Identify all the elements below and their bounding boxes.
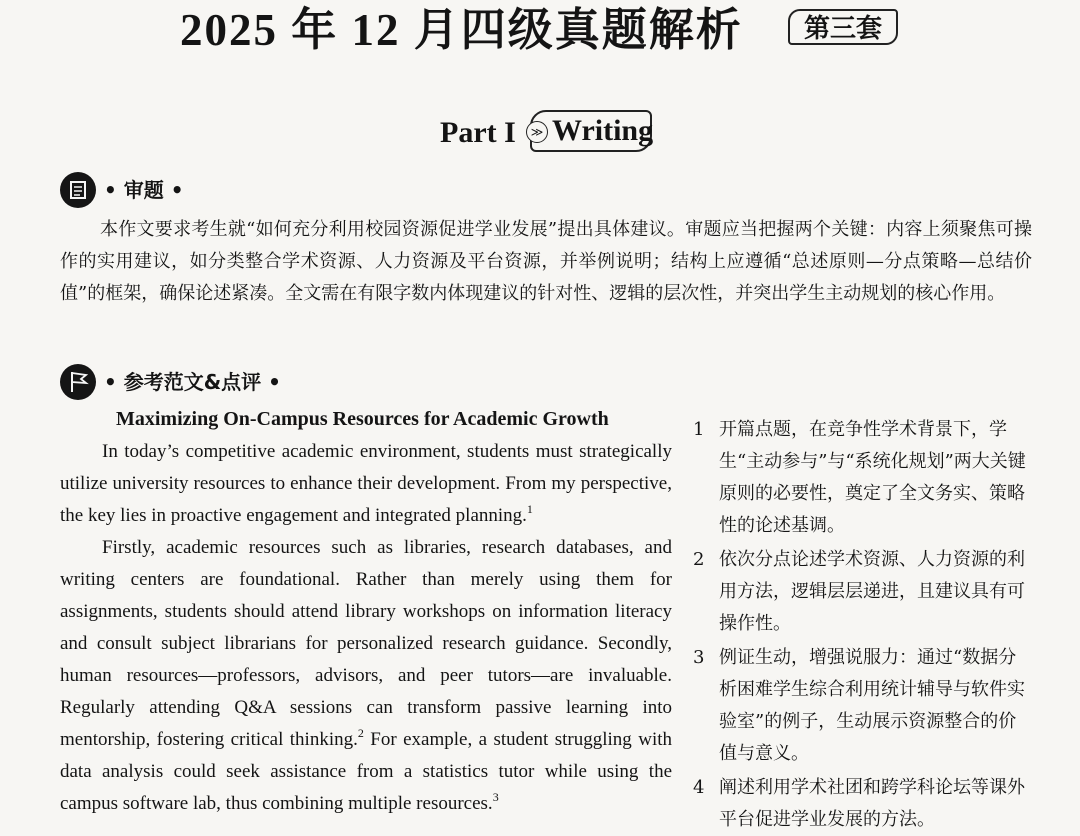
part-name: Writing bbox=[552, 114, 654, 147]
commentary-note bbox=[693, 642, 1033, 770]
part-heading: Part I bbox=[440, 116, 516, 149]
section-heading: • 审题 • bbox=[104, 178, 184, 202]
essay-paragraph: In today’s competitive academic environment, students must strategically utilize university resources to enhance their development. From my perspective, the key lies in proactive engagement and integrated planning.$^1$ bbox=[60, 441, 672, 526]
note-text: 阐述利用学术社团和跨学科论坛等课外平台促进学业发展的方法。 bbox=[719, 777, 1025, 830]
analysis-paragraph: 本作文要求考生就“如何充分利用校园资源促进学业发展”提出具体建议。审题应当把握两个关键：内容上须聚焦可操作的实用建议，如分类整合学术资源、人力资源及平台资源，并举例说明；结构上应遵循“总述原则—分点策略—总结价值”的框架，确保论述紧凑。全文需在有限字数内体现建议的针对性、逻辑的层次性，并突出学生主动规划的核心作用。 bbox=[60, 219, 1032, 304]
commentary-note bbox=[693, 414, 1033, 542]
essay-title: Maximizing On-Campus Resources for Academic Growth bbox=[116, 408, 609, 430]
note-text: 开篇点题，在竞争性学术背景下，学生“主动参与”与“系统化规划”两大关键原则的必要性，奠定了全文务实、策略性的论述基调。 bbox=[719, 419, 1026, 536]
double-arrow-icon: ≫ bbox=[526, 121, 548, 143]
note-marker: 2 bbox=[357, 726, 364, 740]
note-marker: 3 bbox=[492, 790, 499, 804]
commentary-note bbox=[693, 772, 1033, 836]
note-number: 4 bbox=[693, 777, 705, 798]
note-text: 依次分点论述学术资源、人力资源的利用方法，逻辑层层递进，且建议具有可操作性。 bbox=[719, 549, 1025, 634]
flag-icon bbox=[60, 364, 96, 400]
section-heading: • 参考范文&点评 • bbox=[104, 370, 281, 394]
part-name-pill bbox=[530, 110, 652, 152]
commentary-note bbox=[693, 544, 1033, 640]
document-icon bbox=[60, 172, 96, 208]
commentary-notes bbox=[693, 414, 1033, 836]
page-title: 2025 年 12 月四级真题解析 bbox=[180, 5, 743, 55]
note-number: 1 bbox=[693, 419, 705, 440]
essay-paragraph: Firstly, academic resources such as libraries, research databases, and writing centers are foundational. Rather than merely using them for assignments, students should attend library workshops on information literacy and consult subject librarians for personalized research guidance. Secondly, human resources—professors, advisors, and peer tutors—are invaluable. Regularly attending Q&A sessions can transform passive learning into mentorship, fostering critical thinking.$^2$ For example, a student struggling with data analysis could seek assistance from a statistics tutor while using the campus software lab, thus combining multiple resources.$^3$ bbox=[60, 537, 673, 814]
set-label-tag: 第三套 bbox=[788, 9, 898, 45]
note-marker: 1 bbox=[526, 502, 533, 516]
essay-body bbox=[60, 436, 672, 820]
note-text: 例证生动，增强说服力：通过“数据分析困难学生综合利用统计辅导与软件实验室”的例子，生动展示资源整合的价值与意义。 bbox=[719, 647, 1025, 764]
note-number: 2 bbox=[693, 549, 705, 570]
note-number: 3 bbox=[693, 647, 705, 668]
